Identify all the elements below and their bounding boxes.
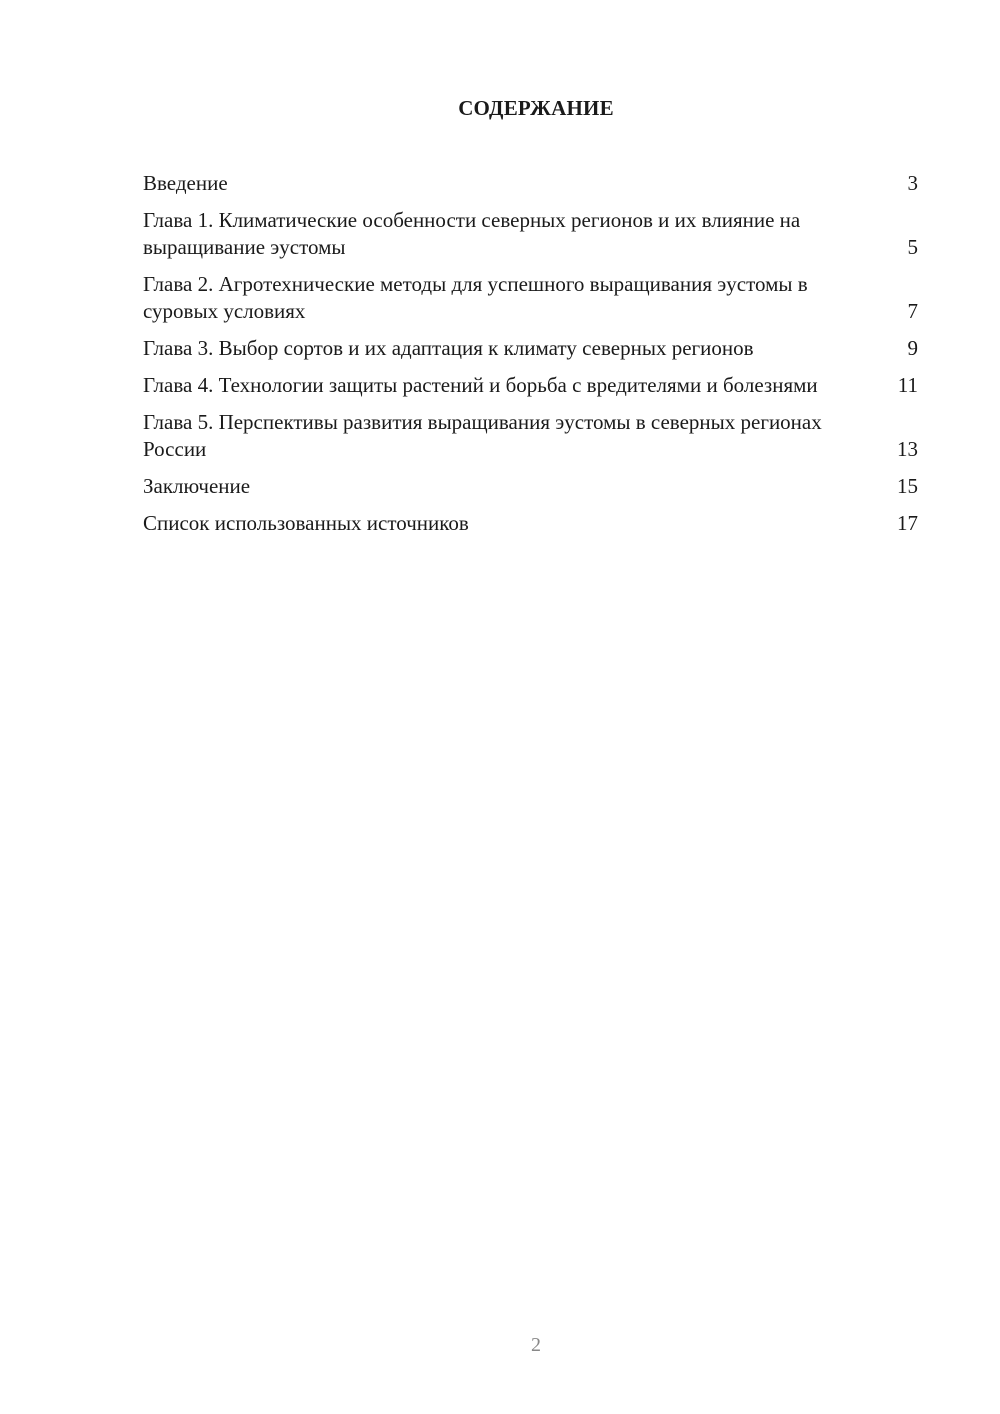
table-of-contents	[143, 170, 918, 547]
toc-entry-page: 17	[897, 511, 918, 535]
toc-entry-page: 13	[897, 437, 918, 461]
toc-entry-page: 5	[907, 235, 918, 259]
toc-entry-chapter-5	[143, 409, 918, 463]
toc-entry-chapter-4	[143, 372, 918, 399]
toc-entry-label: Глава 1. Климатические особенности северных регионов и их влияние на выращивание эустомы	[143, 208, 801, 259]
toc-entry-label: Глава 5. Перспективы развития выращивания эустомы в северных регионах России	[143, 410, 822, 461]
toc-entry-conclusion	[143, 473, 918, 500]
page-title: СОДЕРЖАНИЕ	[458, 96, 614, 120]
toc-entry-label: Глава 2. Агротехнические методы для успешного выращивания эустомы в суровых условиях	[143, 272, 808, 323]
toc-entry-label: Заключение	[143, 474, 251, 498]
toc-entry-introduction	[143, 170, 918, 197]
toc-entry-chapter-2	[143, 271, 918, 325]
toc-entry-label: Глава 4. Технологии защиты растений и борьба с вредителями и болезнями	[143, 373, 818, 397]
toc-entry-page: 9	[907, 336, 918, 360]
toc-entry-page: 3	[907, 171, 918, 195]
page-number: 2	[531, 1334, 541, 1356]
toc-entry-chapter-1	[143, 207, 918, 261]
toc-entry-page: 15	[897, 474, 918, 498]
toc-entry-page: 11	[897, 373, 918, 397]
toc-entry-references	[143, 510, 918, 537]
toc-entry-label: Список использованных источников	[143, 511, 469, 535]
toc-entry-label: Глава 3. Выбор сортов и их адаптация к климату северных регионов	[143, 336, 754, 360]
toc-entry-page: 7	[907, 299, 918, 323]
toc-entry-label: Введение	[143, 171, 228, 195]
toc-entry-chapter-3	[143, 335, 918, 362]
